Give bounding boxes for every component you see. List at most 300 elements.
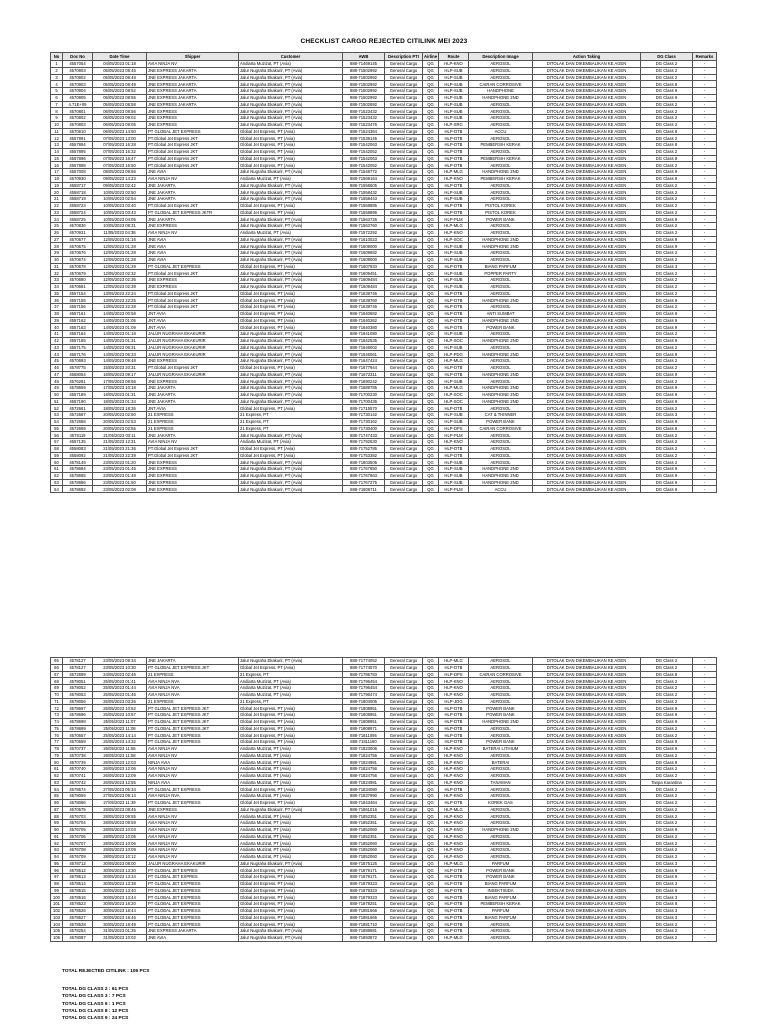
cell-route: HLP-KNO	[439, 793, 469, 800]
cell-dg-class: DG Class 9	[641, 479, 693, 486]
cell-awb: 888-71792630	[343, 439, 385, 446]
table-row	[51, 779, 717, 786]
table-row	[51, 853, 717, 860]
cell-description-image: HANDPHONE 2ND	[469, 826, 533, 833]
cell-route: HLP-SUB	[439, 466, 469, 473]
cell-airline: QG	[423, 901, 439, 908]
cell-no: 2	[51, 67, 63, 74]
cell-doc-no: 4557163	[63, 324, 93, 331]
cell-no: 9	[51, 115, 63, 122]
cell-description-image: CAIRAN CORROSIVE	[469, 671, 533, 678]
cell-dg-class: DG Class 9	[641, 472, 693, 479]
cell-description-pti: General Cargo	[385, 658, 423, 665]
cell-date-time: 21/05/2023 21:36	[93, 445, 147, 452]
cell-description-image: BATERAI LITHIUM	[469, 745, 533, 752]
cell-awb: 888-71609000	[343, 256, 385, 263]
cell-no: 76	[51, 732, 63, 739]
cell-doc-no: 4557189	[63, 391, 93, 398]
cell-description-image: ACCU	[469, 486, 533, 493]
cell-shipper: JNE EXPRESS JAKARTA	[147, 101, 239, 108]
cell-description-image: AEROSOL	[469, 358, 533, 365]
cell-doc-no: 4570693	[63, 358, 93, 365]
cell-dg-class: DG Class 2	[641, 358, 693, 365]
cell-dg-class: DG Class 9	[641, 418, 693, 425]
cell-shipper: PT.Global Jet Express JKT	[147, 452, 239, 459]
cell-description-pti: General Cargo	[385, 317, 423, 324]
cell-airline: QG	[423, 101, 439, 108]
cell-shipper: AVIA NINJA NV	[147, 175, 239, 182]
cell-date-time: 12/05/2023 01:28	[93, 250, 147, 257]
cell-shipper: PT.Global Jet Express JKT	[147, 445, 239, 452]
cell-remarks: -	[693, 324, 717, 331]
cell-no: 36	[51, 297, 63, 304]
cell-description-image: HANDPHONE 2ND	[469, 169, 533, 176]
cell-no: 81	[51, 766, 63, 773]
cell-remarks: -	[693, 432, 717, 439]
cell-remarks: -	[693, 391, 717, 398]
cell-awb: 888-71879323	[343, 894, 385, 901]
cell-dg-class: DG Class 2	[641, 256, 693, 263]
cell-action-taking: DITOLAK DAN DIKEMBALIKAN KE AGEN	[533, 385, 641, 392]
cell-description-pti: General Cargo	[385, 466, 423, 473]
cell-description-image: HANDPHONE 2ND	[469, 385, 533, 392]
cell-airline: QG	[423, 378, 439, 385]
cell-airline: QG	[423, 310, 439, 317]
cell-remarks: -	[693, 263, 717, 270]
cell-description-pti: General Cargo	[385, 196, 423, 203]
cell-customer: Global Jet Express, PT (Avia)	[239, 664, 343, 671]
table-row	[51, 94, 717, 101]
cell-action-taking: DITOLAK DAN DIKEMBALIKAN KE AGEN	[533, 148, 641, 155]
cell-no: 94	[51, 853, 63, 860]
cell-action-taking: DITOLAK DAN DIKEMBALIKAN KE AGEN	[533, 202, 641, 209]
cell-shipper: AVIA NINJA NVA	[147, 685, 239, 692]
cell-action-taking: DITOLAK DAN DIKEMBALIKAN KE AGEN	[533, 779, 641, 786]
cell-awb: 888-71852060	[343, 853, 385, 860]
cell-airline: QG	[423, 196, 439, 203]
table-row	[51, 236, 717, 243]
cell-description-pti: General Cargo	[385, 236, 423, 243]
cell-description-image: PEMBERSIH KERAK	[469, 901, 533, 908]
cell-airline: QG	[423, 921, 439, 928]
cell-awb: 888-71879323	[343, 887, 385, 894]
table-row	[51, 439, 717, 446]
cell-description-pti: General Cargo	[385, 128, 423, 135]
cell-doc-no: 4557161	[63, 310, 93, 317]
cell-date-time: 28/05/2023 10:09	[93, 847, 147, 854]
cell-awb: 888-71609882	[343, 250, 385, 257]
cell-no: 43	[51, 344, 63, 351]
cell-description-pti: General Cargo	[385, 358, 423, 365]
cell-doc-no: 4570678	[63, 263, 93, 270]
cell-customer: Jalur Nugraha Ekakurir, PT (Avia)	[239, 472, 343, 479]
cell-customer: Jalur Nugraha Ekakurir, PT (Avia)	[239, 806, 343, 813]
cell-doc-no: 4578523	[63, 901, 93, 908]
rejection-summary	[62, 968, 149, 1022]
cell-customer: Global Jet Express, PT (Avia)	[239, 705, 343, 712]
cell-route: HLP-DTB	[439, 371, 469, 378]
cell-customer: Jalur Nugraha Ekakurir, PT (Avia)	[239, 344, 343, 351]
table-row	[51, 799, 717, 806]
cell-description-image: CAT & THINNER	[469, 412, 533, 419]
cell-action-taking: DITOLAK DAN DIKEMBALIKAN KE AGEN	[533, 766, 641, 773]
cell-description-pti: General Cargo	[385, 439, 423, 446]
cell-date-time: 25/05/2023 01:41	[93, 678, 147, 685]
column-header-remarks: Remarks	[693, 53, 717, 61]
cell-dg-class: DG Class 8	[641, 81, 693, 88]
cell-route: HLP-KNO	[439, 678, 469, 685]
summary-dg-class-3: TOTAL DG CLASS 3 : 7 PCS	[62, 994, 126, 1000]
cell-action-taking: DITOLAK DAN DIKEMBALIKAN KE AGEN	[533, 445, 641, 452]
summary-dg-class-9: TOTAL DG CLASS 9 : 24 PCS	[62, 1015, 129, 1021]
table-row	[51, 297, 717, 304]
cell-description-image: PEMBERSIH KERAK	[469, 175, 533, 182]
cell-route: HLP-PDG	[439, 351, 469, 358]
cell-description-image: AEROSOL	[469, 61, 533, 68]
cell-description-image: HANDPHONE 2ND	[469, 243, 533, 250]
table-row	[51, 678, 717, 685]
cell-doc-no: 4578527	[63, 914, 93, 921]
cell-remarks: -	[693, 250, 717, 257]
cell-awb: 888-71804005	[343, 698, 385, 705]
cell-action-taking: DITOLAK DAN DIKEMBALIKAN KE AGEN	[533, 712, 641, 719]
table-row	[51, 189, 717, 196]
cell-airline: QG	[423, 732, 439, 739]
cell-awb: 888-71767663	[343, 472, 385, 479]
cell-action-taking: DITOLAK DAN DIKEMBALIKAN KE AGEN	[533, 671, 641, 678]
table-row	[51, 115, 717, 122]
cell-airline: QG	[423, 928, 439, 935]
cell-dg-class: DG Class 2	[641, 840, 693, 847]
cell-customer: Global Jet Express, PT (Avia)	[239, 914, 343, 921]
cell-date-time: 30/05/2023 08:00	[93, 860, 147, 867]
cell-shipper: JNE EXPRESS	[147, 459, 239, 466]
cell-dg-class: DG Class 2	[641, 833, 693, 840]
cell-description-image: POWER BANK	[469, 216, 533, 223]
cell-description-pti: General Cargo	[385, 901, 423, 908]
cell-airline: QG	[423, 162, 439, 169]
cell-description-pti: General Cargo	[385, 820, 423, 827]
cell-date-time: 13/05/2023 22:28	[93, 304, 147, 311]
cell-description-image: AEROSOL	[469, 806, 533, 813]
cell-dg-class: DG Class 2	[641, 331, 693, 338]
cell-doc-no: 4576709	[63, 853, 93, 860]
cell-action-taking: DITOLAK DAN DIKEMBALIKAN KE AGEN	[533, 128, 641, 135]
cell-description-image: AEROSOL	[469, 148, 533, 155]
cell-customer: Andiarta Muzizat, PT (Avia)	[239, 826, 343, 833]
cell-remarks: -	[693, 901, 717, 908]
cell-route: HLP-DTB	[439, 263, 469, 270]
cell-doc-no: 4557891	[63, 135, 93, 142]
cell-action-taking: DITOLAK DAN DIKEMBALIKAN KE AGEN	[533, 182, 641, 189]
cell-remarks: -	[693, 671, 717, 678]
cell-no: 73	[51, 712, 63, 719]
cell-shipper: JALUR NUGRAHA EKAKURIR	[147, 371, 239, 378]
cell-description-image: AEROSOL	[469, 229, 533, 236]
cell-customer: Global Jet Express, PT (Avia)	[239, 907, 343, 914]
cell-description-image: CAIRAN CORROSIVE	[469, 81, 533, 88]
cell-description-image: POWER BANK	[469, 712, 533, 719]
cell-date-time: 14/05/2023 01:18	[93, 331, 147, 338]
cell-dg-class: DG Class 9	[641, 867, 693, 874]
cell-doc-no: 4578149	[63, 459, 93, 466]
cell-customer: Jalur Nugraha Ekakurir, PT (Avia)	[239, 479, 343, 486]
cell-date-time: 06/05/2023 09:02	[93, 115, 147, 122]
cell-awb: 888-71808951	[343, 705, 385, 712]
cell-date-time: 05/05/2023 08:52	[93, 88, 147, 95]
cell-airline: QG	[423, 351, 439, 358]
cell-date-time: 28/05/2023 09:59	[93, 820, 147, 827]
cell-action-taking: DITOLAK DAN DIKEMBALIKAN KE AGEN	[533, 115, 641, 122]
cell-no: 32	[51, 270, 63, 277]
cell-awb: 888-71879171	[343, 867, 385, 874]
cell-no: 22	[51, 202, 63, 209]
cell-no: 49	[51, 385, 63, 392]
cell-dg-class: DG Class 2	[641, 277, 693, 284]
cell-remarks: -	[693, 853, 717, 860]
cell-date-time: 27/05/2023 09:14	[93, 793, 147, 800]
cell-doc-no: 4558083	[63, 445, 93, 452]
cell-description-pti: General Cargo	[385, 799, 423, 806]
cell-route: HLP-SOC	[439, 391, 469, 398]
cell-description-pti: General Cargo	[385, 718, 423, 725]
cell-no: 88	[51, 813, 63, 820]
cell-route: HLP-SUB	[439, 412, 469, 419]
cell-date-time: 08/05/2023 09:56	[93, 169, 147, 176]
cell-route: HLP-KNO	[439, 752, 469, 759]
cell-dg-class: DG Class 2	[641, 799, 693, 806]
cell-date-time: 25/05/2023 11:08	[93, 725, 147, 732]
cell-shipper: JNT AVIA	[147, 310, 239, 317]
cell-shipper: JNE AVIA	[147, 169, 239, 176]
cell-action-taking: DITOLAK DAN DIKEMBALIKAN KE AGEN	[533, 840, 641, 847]
cell-description-pti: General Cargo	[385, 772, 423, 779]
cell-awb: 888-71572292	[343, 229, 385, 236]
table-row	[51, 813, 717, 820]
cell-remarks: -	[693, 847, 717, 854]
cell-shipper: JNE EXPRESS	[147, 121, 239, 128]
cell-date-time: 06/05/2023 08:56	[93, 108, 147, 115]
cell-shipper: JNE EXPRESS	[147, 378, 239, 385]
cell-description-image: AEROSOL	[469, 162, 533, 169]
cell-no: 27	[51, 236, 63, 243]
cell-description-image: KOREK GAS	[469, 799, 533, 806]
cell-airline: QG	[423, 718, 439, 725]
cell-doc-no: 4576704	[63, 820, 93, 827]
cell-airline: QG	[423, 317, 439, 324]
cell-remarks: -	[693, 759, 717, 766]
cell-description-image: AEROSOL	[469, 115, 533, 122]
cell-awb: 888-71569164	[343, 175, 385, 182]
cell-awb: 888-71609451	[343, 270, 385, 277]
cell-route: HLP-SUB	[439, 256, 469, 263]
cell-doc-no: 4558717	[63, 182, 93, 189]
cell-awb: 888-71747433	[343, 432, 385, 439]
cell-description-image: AEROSOL	[469, 691, 533, 698]
cell-airline: QG	[423, 371, 439, 378]
cell-no: 98	[51, 880, 63, 887]
rejected-cargo-table-part-1	[50, 52, 717, 493]
cell-action-taking: DITOLAK DAN DIKEMBALIKAN KE AGEN	[533, 698, 641, 705]
cell-awb: 888-71502992	[343, 74, 385, 81]
cell-route: HLP-SUB	[439, 378, 469, 385]
cell-awb: 888-71690242	[343, 378, 385, 385]
cell-airline: QG	[423, 472, 439, 479]
cell-description-image: HANDPHONE 2ND	[469, 337, 533, 344]
cell-date-time: 26/05/2023 12:06	[93, 766, 147, 773]
cell-remarks: -	[693, 880, 717, 887]
cell-action-taking: DITOLAK DAN DIKEMBALIKAN KE AGEN	[533, 331, 641, 338]
cell-shipper: JNE AVIA	[147, 256, 239, 263]
cell-shipper: PT GLOBAL JET EXPRESS JKTR	[147, 209, 239, 216]
cell-description-pti: General Cargo	[385, 189, 423, 196]
cell-no: 7	[51, 101, 63, 108]
cell-route: HLP-SUB	[439, 270, 469, 277]
cell-awb: 888-71700230	[343, 391, 385, 398]
cell-customer: Jalur Nugraha Ekakurir, PT (Avia)	[239, 385, 343, 392]
cell-remarks: -	[693, 486, 717, 493]
cell-remarks: -	[693, 718, 717, 725]
cell-date-time: 25/05/2023 14:32	[93, 739, 147, 746]
cell-action-taking: DITOLAK DAN DIKEMBALIKAN KE AGEN	[533, 739, 641, 746]
cell-shipper: JNE AVIA	[147, 250, 239, 257]
cell-route: HLP-SUB	[439, 189, 469, 196]
cell-shipper: JALUR NUGRAHA EKAKURIR	[147, 860, 239, 867]
cell-customer: Global Jet Express, PT (Avia)	[239, 887, 343, 894]
cell-doc-no: 4578514	[63, 880, 93, 887]
cell-no: 26	[51, 229, 63, 236]
cell-remarks: -	[693, 88, 717, 95]
cell-no: 105	[51, 928, 63, 935]
cell-no: 25	[51, 223, 63, 230]
cell-dg-class: Tanpa Karantina	[641, 779, 693, 786]
cell-date-time: 24/05/2023 02:46	[93, 671, 147, 678]
cell-shipper: JNE EXPRESS	[147, 806, 239, 813]
cell-date-time: 25/05/2023 10:52	[93, 705, 147, 712]
cell-awb: 888-71558443	[343, 196, 385, 203]
cell-date-time: 25/05/2023 11:07	[93, 718, 147, 725]
cell-shipper: JALUR NUGRAHA EKAKURIR	[147, 344, 239, 351]
cell-dg-class: DG Class 2	[641, 853, 693, 860]
cell-doc-no: 4578512	[63, 867, 93, 874]
cell-doc-no: 4557896	[63, 155, 93, 162]
cell-action-taking: DITOLAK DAN DIKEMBALIKAN KE AGEN	[533, 928, 641, 935]
cell-no: 51	[51, 398, 63, 405]
cell-no: 95	[51, 860, 63, 867]
table-row	[51, 826, 717, 833]
cell-route: HLP-PLM	[439, 486, 469, 493]
cell-dg-class: DG Class 9	[641, 718, 693, 725]
cell-dg-class: DG Class 9	[641, 745, 693, 752]
cell-awb: 888-71824981	[343, 759, 385, 766]
cell-airline: QG	[423, 67, 439, 74]
cell-date-time: 07/05/2023 16:50	[93, 162, 147, 169]
cell-no: 12	[51, 135, 63, 142]
cell-date-time: 14/05/2023 09:48	[93, 358, 147, 365]
cell-awb: 888-71730162	[343, 418, 385, 425]
cell-shipper: PT.Global Jet Express JKT	[147, 155, 239, 162]
cell-action-taking: DITOLAK DAN DIKEMBALIKAN KE AGEN	[533, 391, 641, 398]
cell-action-taking: DITOLAK DAN DIKEMBALIKAN KE AGEN	[533, 135, 641, 142]
cell-remarks: -	[693, 169, 717, 176]
cell-doc-no: 4572661	[63, 405, 93, 412]
cell-date-time: 23/05/2023 10:30	[93, 664, 147, 671]
cell-date-time: 12/05/2023 01:28	[93, 243, 147, 250]
cell-route: HLP-DTB	[439, 202, 469, 209]
cell-doc-no: 4557156	[63, 304, 93, 311]
column-header-description-image: Description Image	[469, 53, 533, 61]
cell-shipper: JNE JAKARTA	[147, 432, 239, 439]
cell-customer: Global Jet Express, PT (Avia)	[239, 867, 343, 874]
cell-awb: 888-71542052	[343, 162, 385, 169]
cell-description-pti: General Cargo	[385, 142, 423, 149]
cell-remarks: -	[693, 934, 717, 941]
cell-customer: Andiarta Muzizat, PT (Avia)	[239, 678, 343, 685]
cell-description-image: AEROSOL	[469, 405, 533, 412]
cell-customer: Andiarta Muzizat, PT (Avia)	[239, 833, 343, 840]
cell-doc-no: 4578052	[63, 685, 93, 692]
cell-airline: QG	[423, 169, 439, 176]
cell-description-pti: General Cargo	[385, 412, 423, 419]
cell-remarks: -	[693, 135, 717, 142]
cell-description-pti: General Cargo	[385, 283, 423, 290]
cell-description-image: POWER BANK	[469, 739, 533, 746]
table-row	[51, 344, 717, 351]
cell-date-time: 28/05/2023 10:12	[93, 853, 147, 860]
cell-remarks: -	[693, 115, 717, 122]
table-row	[51, 725, 717, 732]
cell-remarks: -	[693, 344, 717, 351]
cell-no: 61	[51, 466, 63, 473]
cell-remarks: -	[693, 256, 717, 263]
table-row	[51, 705, 717, 712]
cell-description-image: AEROSOL	[469, 934, 533, 941]
cell-description-image: AEROSOL	[469, 853, 533, 860]
cell-doc-no: 4570575	[63, 806, 93, 813]
cell-doc-no: 4578574	[63, 786, 93, 793]
table-row	[51, 108, 717, 115]
cell-description-image: AEROSOL	[469, 304, 533, 311]
cell-customer: Andiarta Muzizat, PT (Avia)	[239, 793, 343, 800]
cell-remarks: -	[693, 405, 717, 412]
cell-customer: Global Jet Express, PT (Avia)	[239, 786, 343, 793]
cell-date-time: 14/05/2023 00:58	[93, 310, 147, 317]
cell-action-taking: DITOLAK DAN DIKEMBALIKAN KE AGEN	[533, 887, 641, 894]
cell-no: 101	[51, 901, 63, 908]
cell-remarks: -	[693, 799, 717, 806]
cell-no: 79	[51, 752, 63, 759]
cell-date-time: 30/05/2023 18:20	[93, 901, 147, 908]
cell-awb: 888-71563726	[343, 216, 385, 223]
cell-date-time: 14/05/2023 06:33	[93, 351, 147, 358]
cell-awb: 888-71542063	[343, 155, 385, 162]
cell-airline: QG	[423, 486, 439, 493]
cell-dg-class: DG Class 8	[641, 671, 693, 678]
cell-remarks: -	[693, 745, 717, 752]
table-row	[51, 412, 717, 419]
cell-description-pti: General Cargo	[385, 928, 423, 935]
cell-date-time: 26/05/2023 11:55	[93, 745, 147, 752]
cell-route: HLP-DTB	[439, 914, 469, 921]
column-header-shipper: Shipper	[147, 53, 239, 61]
cell-action-taking: DITOLAK DAN DIKEMBALIKAN KE AGEN	[533, 405, 641, 412]
cell-dg-class: DG Class 2	[641, 678, 693, 685]
cell-action-taking: DITOLAK DAN DIKEMBALIKAN KE AGEN	[533, 236, 641, 243]
cell-shipper: 21 EXPRESS	[147, 671, 239, 678]
cell-description-image: BIANG PARFUM	[469, 914, 533, 921]
table-row	[51, 685, 717, 692]
cell-action-taking: DITOLAK DAN DIKEMBALIKAN KE AGEN	[533, 94, 641, 101]
